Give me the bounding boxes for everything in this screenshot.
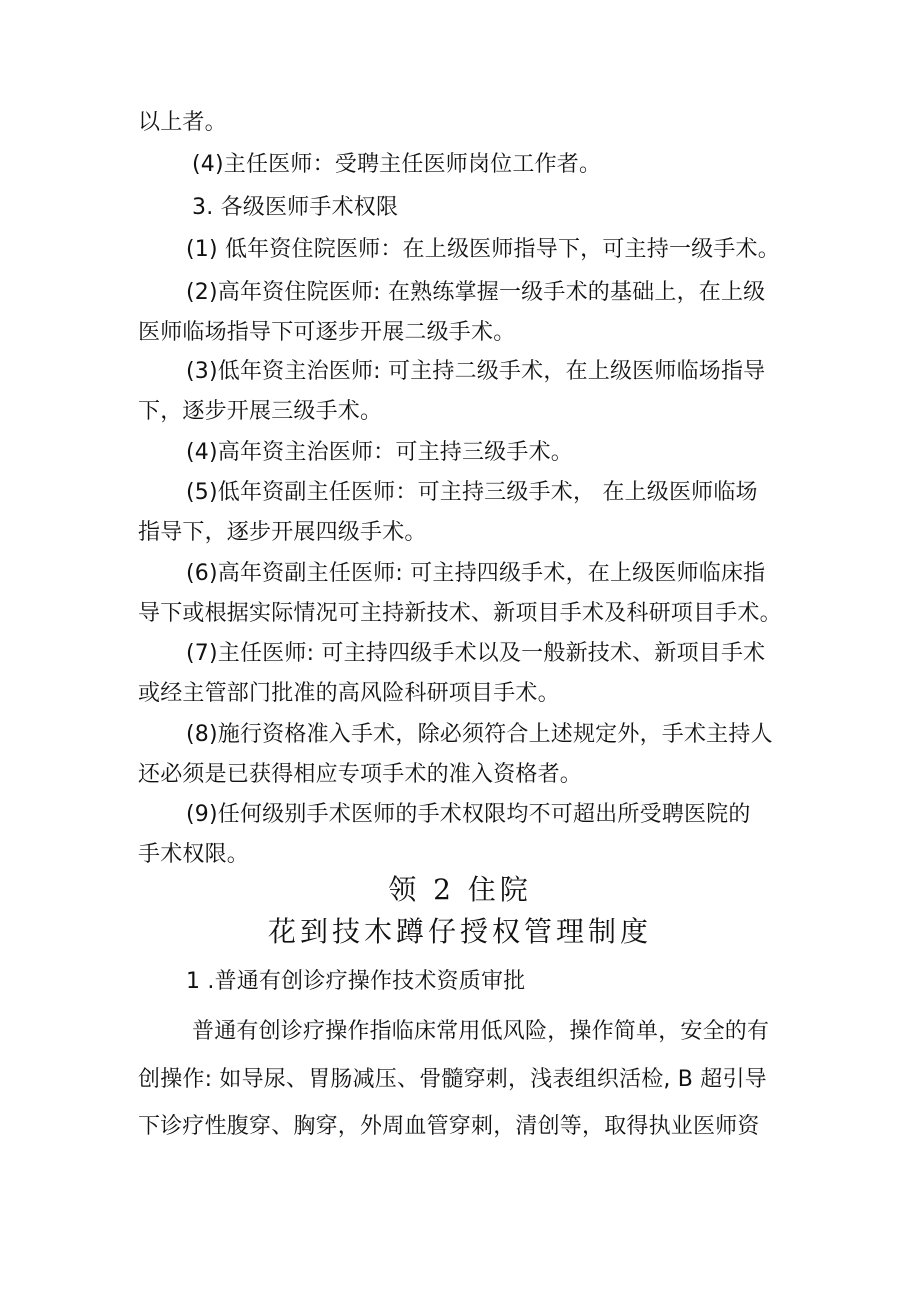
text-line: 手术权限。	[138, 842, 250, 867]
text-line: (5)低年资副主任医师：可主持三级手术， 在上级医师临场	[186, 480, 758, 505]
text-line: 指导下，逐步开展四级手术。	[138, 520, 427, 545]
text-line: (9)任何级别手术医师的手术权限均不可超出所受聘医院的	[186, 802, 751, 827]
text-line: 医师临场指导下可逐步开展二级手术。	[138, 320, 516, 345]
paragraph-line: 创操作: 如导尿、胃肠减压、骨髓穿刺，浅表组织活检, B 超引导	[138, 1067, 767, 1092]
text-line: (8)施行资格准入手术，除必须符合上述规定外，手术主持人	[186, 722, 773, 747]
text-line: 下，逐步开展三级手术。	[138, 399, 383, 424]
section-heading-line2: 花到技木蹲仔授权管理制度	[267, 915, 652, 948]
text-line: 3. 各级医师手术权限	[192, 195, 399, 220]
text-line: 还必须是已获得相应专项手术的准入资格者。	[138, 762, 583, 787]
text-line: (3)低年资主治医师: 可主持二级手术，在上级医师临场指导	[186, 359, 766, 384]
text-line: (4)主任医师：受聘主任医师岗位工作者。	[192, 152, 602, 177]
text-line: (2)高年资住院医师: 在熟练掌握一级手术的基础上，在上级	[186, 280, 766, 305]
section-heading-line1: 领 2 住院	[388, 873, 532, 906]
text-line: 或经主管部门批准的高风险科研项目手术。	[138, 681, 560, 706]
text-line: (1) 低年资住院医师：在上级医师指导下，可主持一级手术。	[186, 237, 780, 262]
text-line: (6)高年资副主任医师: 可主持四级手术，在上级医师临床指	[186, 561, 766, 586]
text-line: (4)高年资主治医师：可主持三级手术。	[186, 440, 573, 465]
paragraph-line: 下诊疗性腹穿、胸穿，外周血管穿刺，清创等，取得执业医师资	[138, 1114, 760, 1139]
subsection-title: 1 .普通有创诊疗操作技术资质审批	[186, 969, 526, 994]
text-line: (7)主任医师: 可主持四级手术以及一般新技术、新项目手术	[186, 641, 766, 666]
paragraph-line: 普通有创诊疗操作指临床常用低风险，操作简单，安全的有	[192, 1019, 770, 1044]
text-line: 以上者。	[138, 110, 227, 135]
text-line: 导下或根据实际情况可主持新技术、新项目手术及科研项目手术。	[138, 601, 782, 626]
